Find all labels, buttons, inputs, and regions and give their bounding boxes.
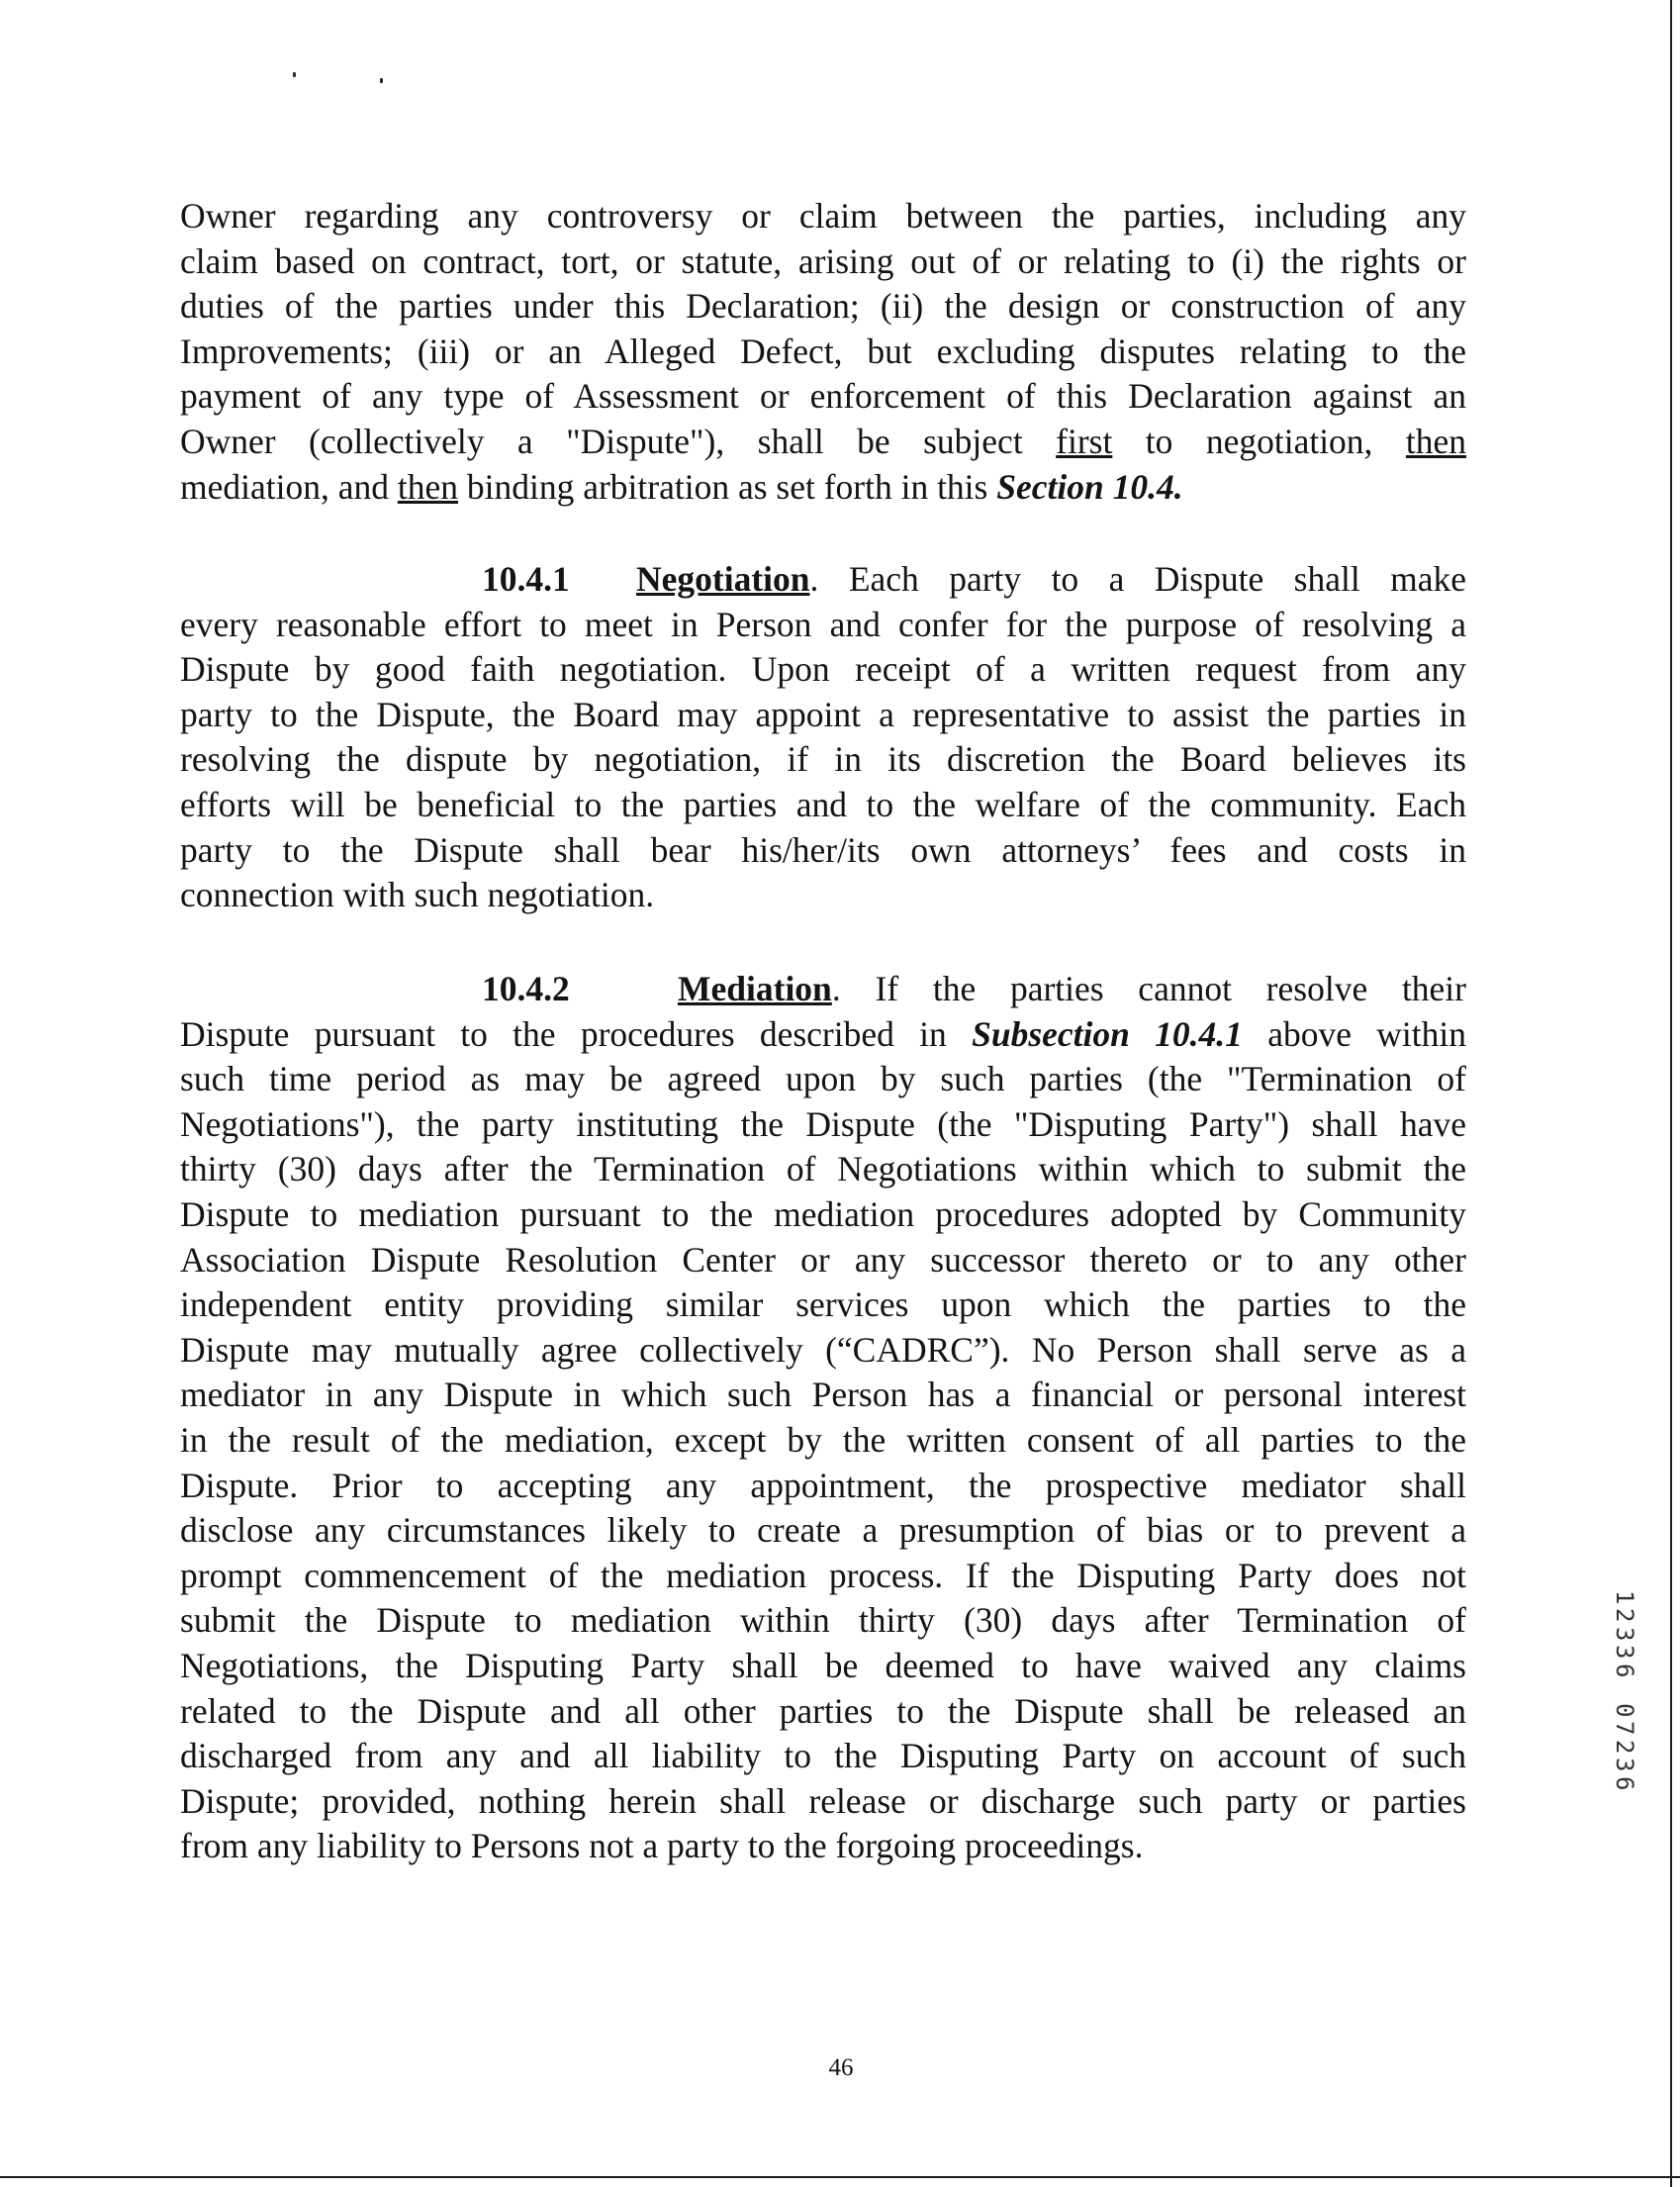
- negotiation-section: [180, 557, 1466, 918]
- text-line: [180, 1012, 1466, 1058]
- text-line: party to the Dispute, the Board may appoint a representative to assist the parties in: [180, 694, 1466, 734]
- underlined-word: then: [1405, 421, 1467, 461]
- text-line: efforts will be beneficial to the parties and to the welfare of the community. Each: [180, 784, 1466, 824]
- text-line: Negotiations, the Disputing Party shall be deemed to have waived any claims: [180, 1645, 1466, 1685]
- text-segment: to negotiation,: [1145, 421, 1373, 461]
- text-line: prompt commencement of the mediation process. If the Disputing Party does not: [180, 1555, 1466, 1595]
- text-segment: Each party to a Dispute shall make: [848, 559, 1467, 599]
- stamp-digit: 2: [1611, 1608, 1639, 1623]
- stamp-digit: 3: [1611, 1645, 1639, 1660]
- text-line: discharged from any and all liability to the Disputing Party on account of such: [180, 1736, 1466, 1776]
- text-line: resolving the dispute by negotiation, if in its discretion the Board believes its: [180, 739, 1466, 780]
- text-line: Dispute. Prior to accepting any appointment, the prospective mediator shall: [180, 1465, 1466, 1505]
- text-segment: Owner (collectively a "Dispute"), shall be subject: [180, 421, 1023, 461]
- page-number: 46: [828, 2054, 854, 2081]
- mediation-section: [180, 967, 1466, 1869]
- stamp-digit: 2: [1611, 1739, 1639, 1755]
- underlined-word: then: [397, 466, 458, 507]
- text-line: [180, 420, 1466, 465]
- margin-recording-number: [1605, 1588, 1644, 1855]
- text-line: connection with such negotiation.: [180, 875, 655, 915]
- text-line: Dispute; provided, nothing herein shall release or discharge such party or parties: [180, 1780, 1466, 1821]
- section-number: 10.4.2: [482, 969, 570, 1008]
- section-heading: Mediation: [678, 969, 832, 1008]
- text-segment: mediation, and: [180, 466, 389, 507]
- underlined-word: first: [1056, 421, 1113, 461]
- text-line: such time period as may be agreed upon by such parties (the "Termination of: [180, 1059, 1466, 1099]
- text-segment: binding arbitration as set forth in this: [466, 466, 988, 507]
- text-line: in the result of the mediation, except by the written consent of all parties to the: [180, 1419, 1466, 1460]
- heading-period: .: [809, 559, 819, 599]
- text-line: Owner regarding any controversy or claim between the parties, including any: [180, 196, 1466, 236]
- text-line: Dispute may mutually agree collectively (“CADRC”). No Person shall serve as a: [180, 1329, 1466, 1370]
- text-segment: If the parties cannot resolve their: [875, 969, 1466, 1008]
- scan-border-right: [1670, 0, 1672, 2187]
- section-heading: Negotiation: [636, 559, 810, 599]
- stamp-digit: 3: [1611, 1626, 1639, 1642]
- text-line: Negotiations"), the party instituting the Dispute (the "Disputing Party") shall have: [180, 1103, 1466, 1144]
- section-reference: Subsection 10.4.1: [972, 1013, 1243, 1054]
- stamp-digit: 0: [1611, 1702, 1639, 1718]
- text-line: Improvements; (iii) or an Alleged Defect, but excluding disputes relating to the: [180, 331, 1466, 371]
- text-line: duties of the parties under this Declaration; (ii) the design or construction of any: [180, 286, 1466, 327]
- text-line: Dispute by good faith negotiation. Upon receipt of a written request from any: [180, 649, 1466, 690]
- text-line: [180, 465, 1466, 511]
- stamp-digit: 3: [1611, 1758, 1639, 1772]
- scan-speck: [293, 72, 296, 77]
- text-line: party to the Dispute shall bear his/her/its own attorneys’ fees and costs in: [180, 829, 1466, 870]
- heading-period: .: [831, 969, 841, 1008]
- section-reference-period: .: [1173, 466, 1183, 507]
- text-line: from any liability to Persons not a party to the forgoing proceedings.: [180, 1826, 1144, 1866]
- text-line: submit the Dispute to mediation within thirty (30) days after Termination of: [180, 1600, 1466, 1641]
- text-line: every reasonable effort to meet in Person and confer for the purpose of resolving a: [180, 604, 1466, 644]
- section-number: 10.4.1: [482, 559, 570, 599]
- text-segment: above within: [1267, 1013, 1466, 1054]
- stamp-digit: 1: [1611, 1589, 1639, 1605]
- section-heading-line: [180, 557, 1466, 603]
- text-line: claim based on contract, tort, or statute, arising out of or relating to (i) the rights or: [180, 240, 1466, 281]
- text-line: thirty (30) days after the Termination of Negotiations within which to submit the: [180, 1149, 1466, 1189]
- section-heading-line: [180, 967, 1466, 1012]
- text-line: mediator in any Dispute in which such Person has a financial or personal interest: [180, 1375, 1466, 1415]
- text-line: Association Dispute Resolution Center or any successor thereto or to any other: [180, 1239, 1466, 1280]
- stamp-digit: 6: [1611, 1775, 1639, 1790]
- text-line: Dispute to mediation pursuant to the mediation procedures adopted by Community: [180, 1193, 1466, 1234]
- text-line: payment of any type of Assessment or enforcement of this Declaration against an: [180, 376, 1466, 417]
- text-line: related to the Dispute and all other parties to the Dispute shall be released an: [180, 1690, 1466, 1731]
- text-line: disclose any circumstances likely to create a presumption of bias or to prevent a: [180, 1510, 1466, 1551]
- section-reference: Section 10.4: [996, 466, 1174, 507]
- text-segment: Dispute pursuant to the procedures described in: [180, 1013, 947, 1054]
- intro-paragraph: [180, 194, 1466, 510]
- scan-border-bottom: [0, 2176, 1680, 2178]
- stamp-digit: 7: [1611, 1721, 1639, 1736]
- text-line: independent entity providing similar services upon which the parties to the: [180, 1284, 1466, 1325]
- scan-speck: [380, 78, 383, 83]
- stamp-digit: 6: [1611, 1663, 1639, 1677]
